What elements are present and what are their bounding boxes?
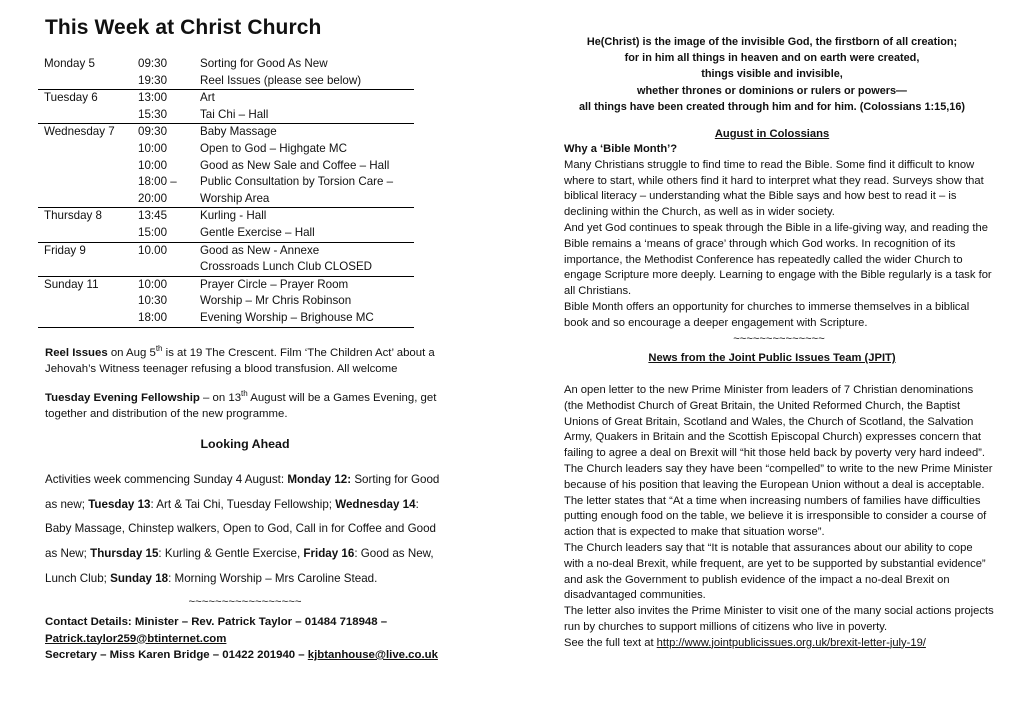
- looking-ahead-title: Looking Ahead: [200, 437, 290, 451]
- august-subtitle: Why a ‘Bible Month’?: [564, 143, 678, 155]
- schedule-time: 19:30: [132, 73, 194, 90]
- jpit-section-title: News from the Joint Public Issues Team (JPIT): [648, 352, 896, 364]
- schedule-event: Worship – Mr Chris Robinson: [200, 294, 352, 308]
- schedule-event: Sorting for Good As New: [200, 57, 328, 70]
- looking-ahead-day: Monday 12:: [287, 473, 352, 486]
- schedule-row: [38, 293, 414, 310]
- looking-ahead-day: Wednesday 14: [335, 497, 416, 511]
- looking-ahead-text: [45, 468, 445, 592]
- schedule-event: Art: [200, 91, 215, 105]
- minister-email-link[interactable]: Patrick.taylor259@btinternet.com: [45, 632, 227, 645]
- fellowship-text-cont: August will be a Games Evening, get together and distribution of the new programme.: [45, 391, 437, 420]
- jpit-paragraph: The letter also invites the Prime Minister to visit one of the many social actions projects run by churches to support millions of citizens who live in poverty.: [564, 605, 994, 633]
- schedule-event: Baby Massage: [200, 125, 277, 139]
- august-paragraphs: [564, 158, 994, 332]
- schedule-row: [38, 191, 414, 208]
- schedule-time: 13:45: [138, 209, 168, 223]
- schedule-time: 10:30: [138, 294, 168, 308]
- schedule-row: [38, 242, 414, 259]
- schedule-event: Good as New Sale and Coffee – Hall: [200, 158, 390, 172]
- schedule-time: 18:00 –: [138, 175, 177, 189]
- schedule-time: 15:00: [132, 225, 194, 242]
- schedule-time: [132, 259, 194, 276]
- schedule-day: [38, 141, 132, 158]
- reel-issues-text: on Aug 5: [107, 346, 156, 359]
- contact-secretary: Secretary – Miss Karen Bridge – 01422 201940 –: [45, 649, 308, 661]
- schedule-day: Friday 9: [44, 243, 86, 257]
- secretary-email-link[interactable]: kjbtanhouse@live.co.uk: [307, 649, 438, 661]
- looking-ahead-activity: : Good as New, Lunch Club;: [45, 547, 434, 585]
- schedule-time: 10:00: [138, 141, 168, 155]
- schedule-time: 18:00: [132, 310, 194, 327]
- looking-ahead-day: Sunday 18: [110, 571, 169, 585]
- august-paragraph: Many Christians struggle to find time to read the Bible. Some find it difficult to know where to start, while others find it hard to interpret what they read. Surveys show that biblical literacy – understanding what the Bible says and how best to read it – is declining within the Church, as well as in wider society.: [564, 158, 984, 219]
- schedule-day: Thursday 8: [44, 209, 102, 223]
- fellowship-sup: th: [241, 389, 248, 398]
- reel-issues-sup: th: [155, 344, 163, 353]
- schedule-time: 20:00: [132, 191, 194, 208]
- jpit-link-line: [564, 636, 994, 652]
- schedule-time: 10:00: [138, 158, 168, 172]
- schedule-time: 13:00: [138, 91, 168, 105]
- verse-line: He(Christ) is the image of the invisible God, the firstborn of all creation;: [586, 36, 958, 48]
- fellowship-text: – on 13: [199, 391, 242, 404]
- schedule-time: 15:30: [132, 107, 194, 124]
- schedule-row: [38, 73, 414, 90]
- jpit-paragraph: An open letter to the new Prime Minister from leaders of 7 Christian denominations (the Methodist Church of Great Britain, the United Reformed Church, the Baptist Unions of Great Britain, Scotland and Wales, the Church of Scotland, the Salvation Army, Quakers in Britain and the Scottish Episcopal Church) expresses concern that failing to agree a deal on Brexit will “hit those held back by poverty very hard indeed”.: [564, 384, 986, 460]
- looking-ahead-activity: : Baby Massage, Chinstep walkers, Open to God, Call in for Coffee and Good as New;: [45, 497, 436, 561]
- schedule-event: Tai Chi – Hall: [194, 107, 414, 124]
- looking-ahead-day: Tuesday 13: [88, 497, 151, 511]
- jpit-paragraph: The Church leaders say they have been “compelled” to write to the new Prime Minister because of his position that leaving the European Union without a deal is acceptable.: [564, 462, 993, 491]
- scripture-verse: [532, 34, 1012, 115]
- schedule-day: Monday 5: [44, 57, 95, 70]
- schedule-day: [38, 191, 132, 208]
- schedule-day: Sunday 11: [44, 277, 99, 291]
- jpit-section-body: [564, 383, 994, 652]
- reel-issues-notice: [45, 341, 445, 377]
- schedule-event: Worship Area: [194, 191, 414, 208]
- schedule-event: Evening Worship – Brighouse MC: [194, 310, 414, 327]
- schedule-event: Kurling - Hall: [200, 209, 267, 223]
- looking-ahead-day: Thursday 15: [90, 547, 159, 561]
- fellowship-label: Tuesday Evening Fellowship: [45, 391, 200, 404]
- page-title: This Week at Christ Church: [45, 16, 322, 39]
- august-section-body: [564, 142, 994, 347]
- schedule-row: [38, 56, 414, 73]
- verse-line: for in him all things in heaven and on earth were created,: [624, 52, 920, 65]
- weekly-schedule-table: [38, 56, 414, 328]
- schedule-day: Wednesday 7: [44, 125, 115, 139]
- schedule-day: [38, 259, 132, 276]
- schedule-row: [38, 141, 414, 158]
- schedule-row: [38, 259, 414, 276]
- schedule-day: [38, 174, 132, 191]
- schedule-event: Prayer Circle – Prayer Room: [200, 277, 349, 291]
- jpit-paragraph: The letter states that “At a time when increasing numbers of families have difficulties putting enough food on the table, we believe it is irresponsible to consider a course of action that is expected to make that situation worse”.: [564, 494, 987, 539]
- jpit-paragraphs: [564, 383, 994, 636]
- schedule-event: Crossroads Lunch Club CLOSED: [194, 259, 414, 276]
- schedule-event: Gentle Exercise – Hall: [194, 225, 414, 242]
- schedule-time: 09:30: [138, 57, 168, 70]
- looking-ahead-activity: : Art & Tai Chi, Tuesday Fellowship;: [150, 497, 336, 511]
- looking-ahead-activity: : Morning Worship – Mrs Caroline Stead.: [168, 571, 378, 585]
- schedule-row: [38, 107, 414, 124]
- verse-line: whether thrones or dominions or rulers or powers—: [637, 84, 907, 97]
- contact-details: [45, 614, 465, 664]
- schedule-event: Public Consultation by Torsion Care –: [200, 175, 394, 189]
- august-paragraph: Bible Month offers an opportunity for churches to immerse themselves in a biblical book and so encourage a deeper engagement with Scripture.: [564, 300, 970, 329]
- jpit-link[interactable]: http://www.jointpublicissues.org.uk/brexit-letter-july-19/: [656, 636, 926, 649]
- schedule-day: [38, 310, 132, 327]
- fellowship-notice: [45, 386, 445, 422]
- looking-ahead-day: Friday 16: [303, 547, 355, 561]
- schedule-day: [38, 73, 132, 90]
- schedule-row: [38, 90, 414, 107]
- looking-ahead-activity: : Kurling & Gentle Exercise,: [158, 547, 304, 561]
- schedule-event: Reel Issues (please see below): [194, 73, 414, 90]
- right-page: [512, 0, 1024, 724]
- august-section-title: August in Colossians: [714, 128, 830, 140]
- schedule-row: [38, 225, 414, 242]
- verse-line: things visible and invisible,: [701, 68, 843, 81]
- reel-issues-label: Reel Issues: [45, 346, 108, 359]
- schedule-row: [38, 124, 414, 141]
- schedule-row: [38, 174, 414, 191]
- looking-ahead-intro: Activities week commencing Sunday 4 August:: [45, 473, 288, 486]
- reel-issues-text-cont: is at 19 The Crescent. Film ‘The Children Act’ about a Jehovah’s Witness teenager refusing a blood transfusion. All welcome: [45, 346, 435, 375]
- contact-minister: Contact Details: Minister – Rev. Patrick Taylor – 01484 718948 –: [45, 616, 388, 628]
- schedule-day: [38, 158, 132, 175]
- jpit-paragraph: The Church leaders say that “It is notable that assurances about our ability to cope with a no-deal Brexit, while frequent, are yet to be supported by substantial evidence” and ask the Government to publish evidence of the impact a no-deal Brexit on disadvantaged communities.: [564, 541, 986, 602]
- schedule-day: [38, 225, 132, 242]
- jpit-link-prefix: See the full text at: [564, 636, 657, 649]
- schedule-time: 10:00: [138, 277, 168, 291]
- verse-line: all things have been created through him and for him. (Colossians 1:15,16): [578, 100, 966, 113]
- august-paragraph: And yet God continues to speak through the Bible in a life-giving way, and reading the Bible remains a ‘means of grace’ through which God works. In recognition of its importance, the Methodist Conference has repeatedly called the wider Church to engage Scripture more deeply. Learning to engage with the Bible regularly is a task for all Christians.: [564, 221, 992, 298]
- schedule-row: [38, 158, 414, 175]
- looking-ahead-activity: Sorting for Good as new;: [45, 473, 440, 511]
- schedule-time: 10.00: [138, 243, 168, 257]
- schedule-body: [38, 56, 414, 327]
- schedule-day: Tuesday 6: [44, 91, 98, 105]
- schedule-event: Good as New - Annexe: [200, 243, 320, 257]
- schedule-event: Open to God – Highgate MC: [200, 141, 347, 155]
- schedule-row: [38, 276, 414, 293]
- schedule-day: [38, 107, 132, 124]
- schedule-day: [38, 293, 132, 310]
- august-divider: ~~~~~~~~~~~~~~: [733, 332, 825, 345]
- schedule-time: 09:30: [138, 125, 168, 139]
- schedule-row: [38, 208, 414, 225]
- divider: ~~~~~~~~~~~~~~~~~: [188, 596, 302, 608]
- schedule-row: [38, 310, 414, 327]
